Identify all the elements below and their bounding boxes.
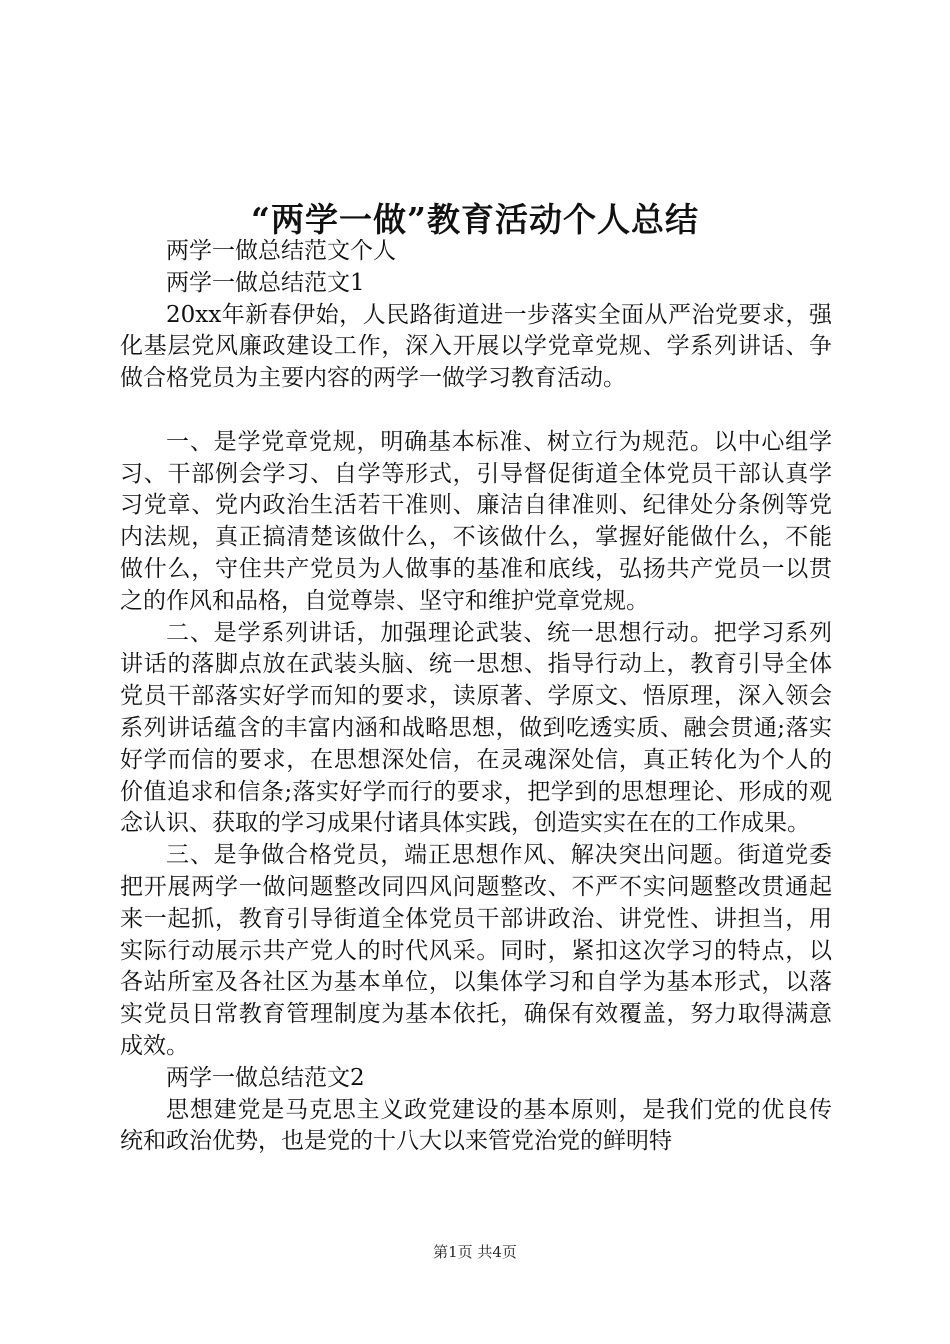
section-heading: 两学一做总结范文2 bbox=[166, 1064, 365, 1091]
body-paragraph: 一、是学党章党规，明确基本标准、树立行为规范。以中心组学习、干部例会学习、自学等形式，引导督促街道全体党员干部认真学习党章、党内政治生活若干准则、廉洁自律准则、纪律处分条例等党内法规，真正搞清楚该做什么，不该做什么，掌握好能做什么，不能做什么，守住共产党员为人做事的基准和底线，弘扬共产党员一以贯之的作风和品格，自觉尊崇、坚守和维护党章党规。 bbox=[120, 428, 832, 614]
page-number: 第1页 共4页 bbox=[433, 1243, 517, 1261]
document-body bbox=[120, 236, 832, 1158]
body-paragraph: 思想建党是马克思主义政党建设的基本原则，是我们党的优良传统和政治优势，也是党的十八大以来管党治党的鲜明特 bbox=[120, 1096, 832, 1155]
body-paragraph: 三、是争做合格党员，端正思想作风、解决突出问题。街道党委把开展两学一做问题整改同四风问题整改、不严不实问题整改贯通起来一起抓，教育引导街道全体党员干部讲政治、讲党性、讲担当，用实际行动展示共产党人的时代风采。同时，紧扣这次学习的特点，以各站所室及各社区为基本单位，以集体学习和自学为基本形式，以落实党员日常教育管理制度为基本依托，确保有效覆盖，努力取得满意成效。 bbox=[120, 842, 832, 1059]
body-paragraph: 20xx年新春伊始，人民路街道进一步落实全面从严治党要求，强化基层党风廉政建设工作，深入开展以学党章党规、学系列讲话、争做合格党员为主要内容的两学一做学习教育活动。 bbox=[120, 301, 832, 392]
section-heading: 两学一做总结范文1 bbox=[166, 269, 365, 296]
body-paragraph: 二、是学系列讲话，加强理论武装、统一思想行动。把学习系列讲话的落脚点放在武装头脑、统一思想、指导行动上，教育引导全体党员干部落实好学而知的要求，读原著、学原文、悟原理，深入领会系列讲话蕴含的丰富内涵和战略思想，做到吃透实质、融会贯通;落实好学而信的要求，在思想深处信，在灵魂深处信，真正转化为个人的价值追求和信条;落实好学而行的要求，把学到的思想理论、形成的观念认识、获取的学习成果付诸具体实践，创造实实在在的工作成果。 bbox=[120, 619, 832, 837]
document-title: “两学一做”教育活动个人总结 bbox=[251, 200, 699, 240]
subtitle-line: 两学一做总结范文个人 bbox=[166, 238, 396, 264]
